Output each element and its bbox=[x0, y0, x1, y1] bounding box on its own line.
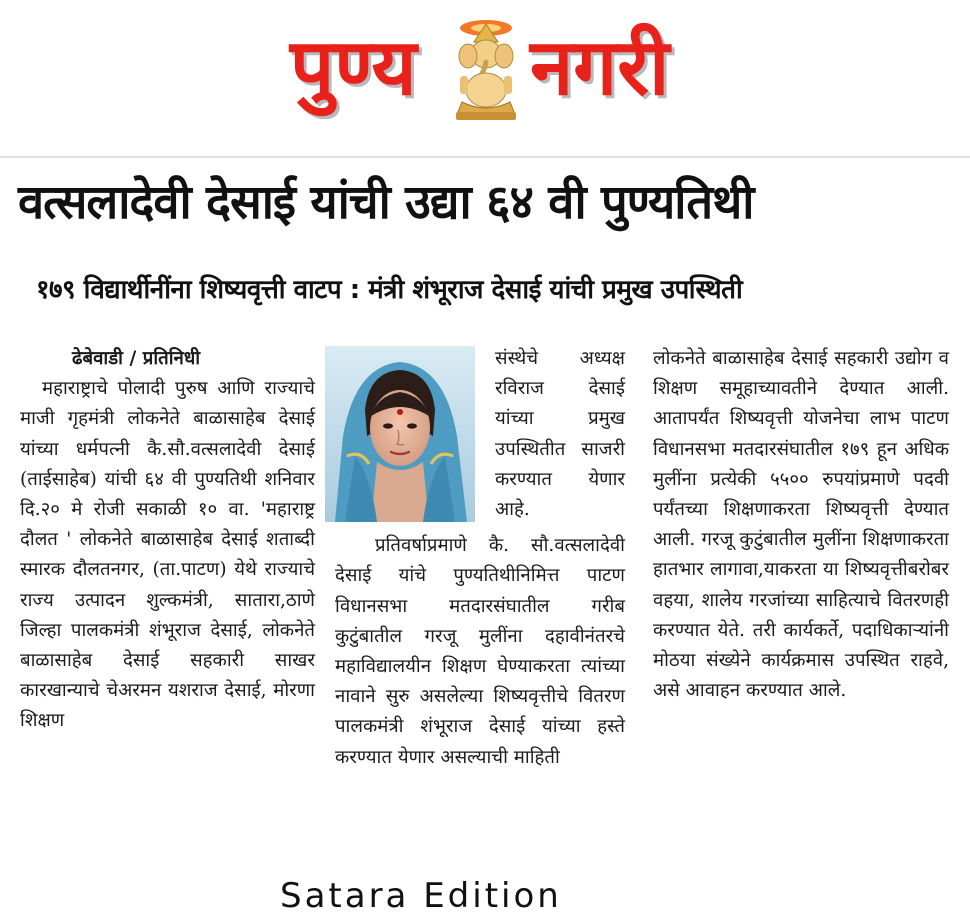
masthead-word-left: पुण्य bbox=[290, 23, 417, 113]
dateline: ढेबेवाडी / प्रतिनिधी bbox=[72, 348, 201, 369]
article-headline: वत्सलादेवी देसाई यांची उद्या ६४ वी पुण्यतिथी bbox=[18, 175, 754, 230]
column-1-paragraph: महाराष्ट्राचे पोलादी पुरुष आणि राज्याचे माजी गृहमंत्री लोकनेते बाळासाहेब देसाई यांच्या धर्मपत्नी कै.सौ.वत्सलादेवी देसाई (ताईसाहेब) यांची ६४ वी पुण्यतिथी शनिवार दि.२० मे रोजी सकाळी १० वा. 'महाराष्ट्र दौलत ' लोकनेते बाळासाहेब देसाई शताब्दी स्मारक दौलतनगर, (ता.पाटण) येथे राज्याचे राज्य उत्पादन शुल्कमंत्री, सातारा,ठाणे जिल्हा पालकमंत्री शंभूराज देसाई, लोकनेते बाळासाहेब देसाई सहकारी साखर कारखान्याचे चेअरमन यशराज देसाई, मोरणा शिक्षण bbox=[20, 378, 315, 732]
article-subheadline: १७९ विद्यार्थीनींना शिष्यवृत्ती वाटप : मंत्री शंभूराज देसाई यांची प्रमुख उपस्थिती bbox=[36, 275, 743, 305]
header-divider bbox=[0, 156, 970, 158]
article-column-3 bbox=[653, 344, 949, 706]
column-3-paragraph: लोकनेते बाळासाहेब देसाई सहकारी उद्योग व शिक्षण समूहाच्यावतीने देण्यात आली. आतापर्यंत शिष्यवृत्ती योजनेचा लाभ पाटण विधानसभा मतदारसंघातील १७९ हून अधिक मुलींना प्रत्येकी ५५०० रुपयांप्रमाणे पदवी पर्यंतच्या शिक्षणाकरता शिष्यवृत्ती देण्यात आली. गरजू कुटुंबातील मुलींना शिक्षणाकरता हातभार लागावा,याकरता या शिष्यवृत्तीबरोबर वहया, शालेय गरजांच्या साहित्याचे वितरणही करण्यात येते. तरी कार्यकर्ते, पदाधिकाऱ्यांनी मोठया संख्येने कार्यक्रमास उपस्थित राहवे, असे आवाहन करण्यात आले. bbox=[653, 348, 949, 702]
article-column-2 bbox=[335, 344, 625, 773]
edition-label: Satara Edition bbox=[280, 876, 562, 916]
ganesh-figure-icon bbox=[448, 18, 524, 122]
article-column-1 bbox=[20, 344, 315, 737]
column-2-paragraph: प्रतिवर्षाप्रमाणे कै. सौ.वत्सलादेवी देसाई यांचे पुण्यतिथीनिमित्त पाटण विधानसभा मतदारसंघातील गरीब कुटुंबातील गरजू मुलींना दहावीनंतरचे महाविद्यालयीन शिक्षण घेण्याकरता त्यांच्या नावाने सुरु असलेल्या शिष्यवृत्तीचे वितरण पालकमंत्री शंभूराज देसाई यांच्या हस्ते करण्यात येणार असल्याची माहिती bbox=[335, 535, 625, 768]
masthead bbox=[0, 8, 970, 128]
column-2-wrap-paragraph: संस्थेचे अध्यक्ष रविराज देसाई यांच्या प्रमुख उपस्थितीत साजरी करण्यात येणार आहे. bbox=[495, 348, 625, 521]
masthead-word-right: नगरी bbox=[530, 23, 670, 113]
